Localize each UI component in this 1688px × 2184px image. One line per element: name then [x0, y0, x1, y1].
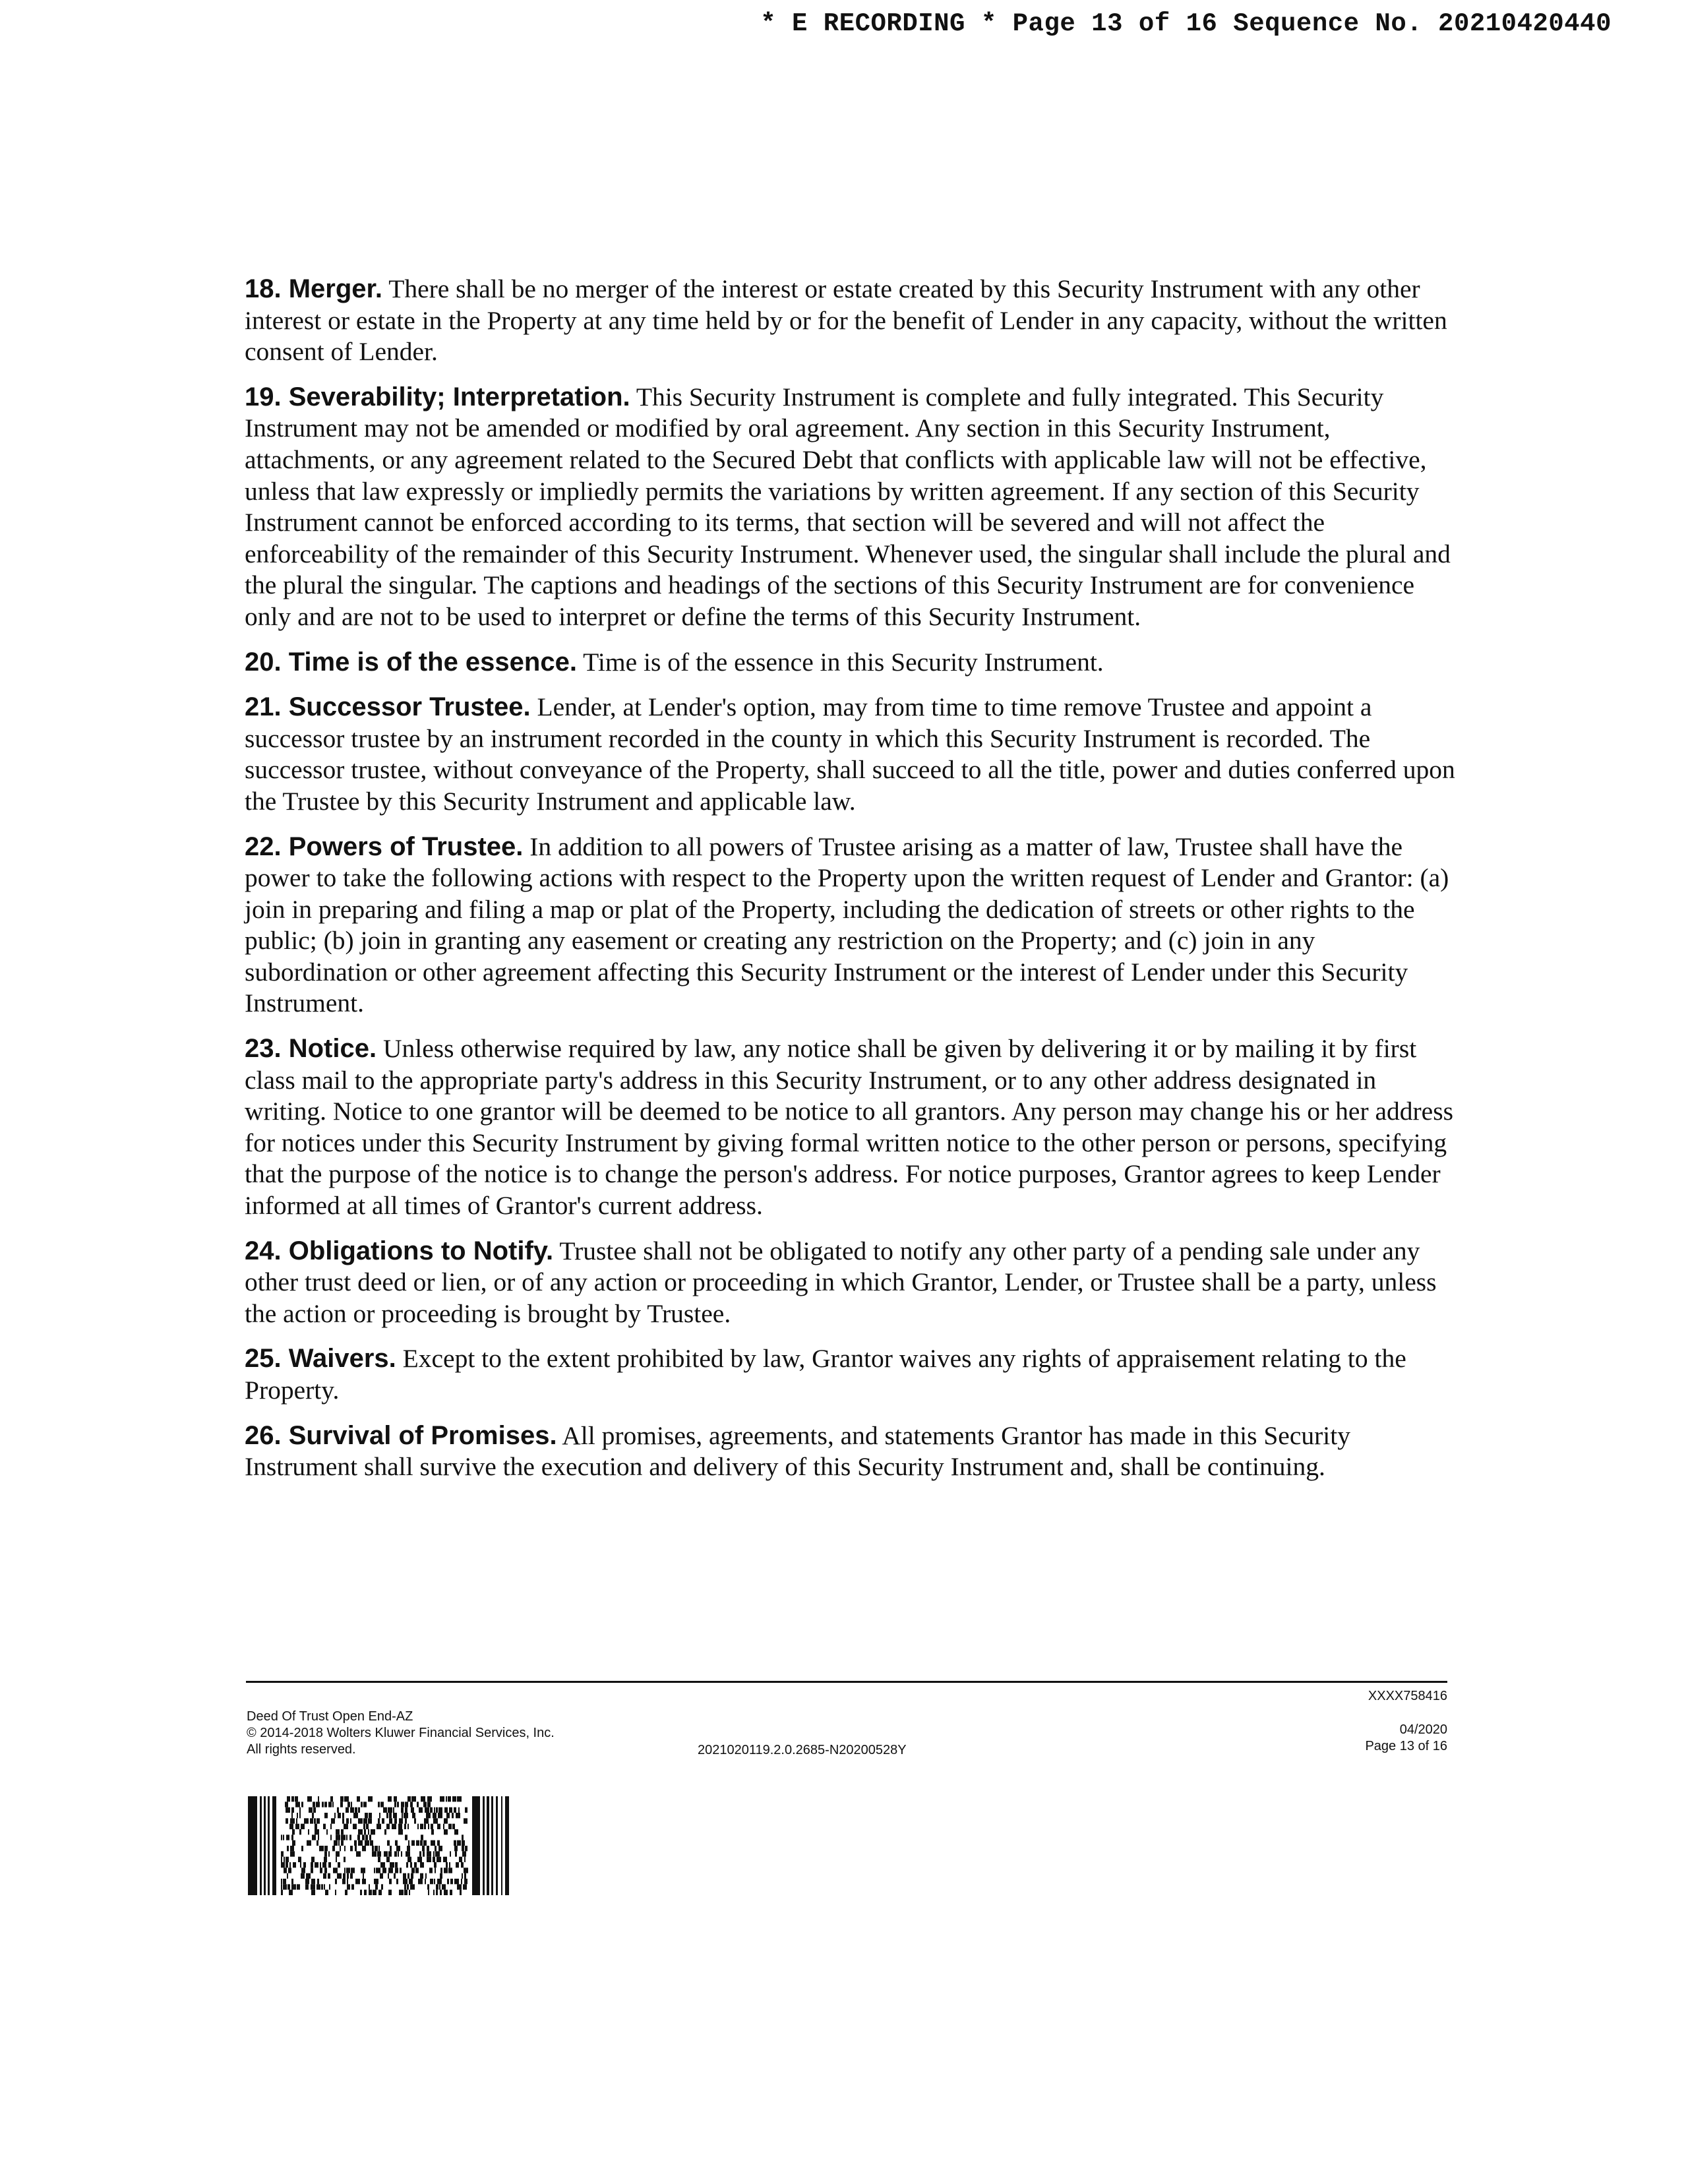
rights-notice: All rights reserved. [247, 1742, 356, 1757]
section-text: Except to the extent prohibited by law, Grantor waives any rights of appraisement relating to the Property. [245, 1344, 1406, 1405]
footer-divider [246, 1681, 1447, 1683]
footer-form-info [247, 1709, 555, 1758]
section-text: Unless otherwise required by law, any notice shall be given by delivering it or by mailing it by first class mail to the appropriate party's address in this Security Instrument, or to any other address designated in writing. Notice to one grantor will be deemed to be notice to all grantors. Any person may change his or her address for notices under this Security Instrument by giving formal written notice to the other person or persons, specifying that the purpose of the notice is to change the person's address. For notice purposes, Grantor agrees to keep Lender informed at all times of Grantor's current address. [245, 1034, 1453, 1221]
section-text: This Security Instrument is complete and fully integrated. This Security Instrument may not be amended or modified by oral agreement. Any section in this Security Instrument, attachments, or any agreement related to the Secured Debt that conflicts with applicable law will not be effective, unless that law expressly or impliedly permits the variations by written agreement. If any section of this Security Instrument cannot be enforced according to its terms, that section will be severed and will not affect the enforceability of the remainder of this Security Instrument. Whenever used, the singular shall include the plural and the plural the singular. The captions and headings of the sections of this Security Instrument are for convenience only and are not to be used to interpret or define the terms of this Security Instrument. [245, 382, 1451, 631]
document-code: 2021020119.2.0.2685-N20200528Y [698, 1743, 907, 1757]
section-text: Lender, at Lender's option, may from time to time remove Trustee and appoint a successor trustee by an instrument recorded in the county in which this Security Instrument is recorded. The successor trustee, without conveyance of the Property, shall succeed to all the title, power and duties conferred upon the Trustee by this Security Instrument and applicable law. [245, 692, 1455, 816]
section-heading: 23. Notice. [245, 1034, 377, 1064]
section-text: All promises, agreements, and statements Grantor has made in this Security Instrument shall survive the execution and delivery of this Security Instrument and, shall be continuing. [245, 1420, 1350, 1482]
account-number: XXXX758416 [1368, 1689, 1447, 1703]
section-heading: 24. Obligations to Notify. [245, 1236, 554, 1265]
section-powers-of-trustee [245, 832, 1459, 1020]
section-survival-of-promises [245, 1420, 1459, 1483]
section-merger [245, 274, 1459, 368]
section-waivers [245, 1343, 1459, 1406]
section-time-of-essence [245, 647, 1459, 679]
section-heading: 25. Waivers. [245, 1344, 396, 1374]
page-number: Page 13 of 16 [1365, 1739, 1447, 1753]
section-heading: 22. Powers of Trustee. [245, 832, 524, 861]
section-severability [245, 382, 1459, 633]
section-successor-trustee [245, 692, 1459, 817]
section-text: Time is of the essence in this Security Instrument. [583, 647, 1104, 677]
form-date: 04/2020 [1399, 1722, 1447, 1737]
recording-stamp: * E RECORDING * Page 13 of 16 Sequence No. 20210420440 [760, 9, 1612, 38]
section-heading: 20. Time is of the essence. [245, 647, 577, 677]
section-text: There shall be no merger of the interest or estate created by this Security Instrument with any other interest or estate in the Property at any time held by or for the benefit of Lender in any capacity, without the written consent of Lender. [245, 274, 1447, 367]
section-text: Trustee shall not be obligated to notify any other party of a pending sale under any other trust deed or lien, or of any action or proceeding in which Grantor, Lender, or Trustee shall be a party, unless the action or proceeding is brought by Trustee. [245, 1236, 1437, 1328]
document-body [245, 274, 1459, 1497]
footer-spacer [1365, 1705, 1447, 1722]
section-heading: 26. Survival of Promises. [245, 1420, 557, 1450]
section-heading: 18. Merger. [245, 274, 383, 303]
footer-page-info [1365, 1688, 1447, 1755]
copyright-notice: © 2014-2018 Wolters Kluwer Financial Services, Inc. [247, 1726, 555, 1740]
section-heading: 19. Severability; Interpretation. [245, 382, 630, 411]
section-text: In addition to all powers of Trustee arising as a matter of law, Trustee shall have the power to take the following actions with respect to the Property upon the written request of Lender and Grantor: (a) join in preparing and filing a map or plat of the Property, including the dedication of streets or other rights to the public; (b) join in granting any easement or creating any restriction on the Property; and (c) join in any subordination or other agreement affecting this Security Instrument or the interest of Lender under this Security Instrument. [245, 832, 1449, 1018]
section-obligations-to-notify [245, 1236, 1459, 1330]
section-notice [245, 1033, 1459, 1222]
section-heading: 21. Successor Trustee. [245, 692, 531, 722]
form-name: Deed Of Trust Open End-AZ [247, 1709, 413, 1724]
pdf417-barcode [248, 1796, 512, 1895]
